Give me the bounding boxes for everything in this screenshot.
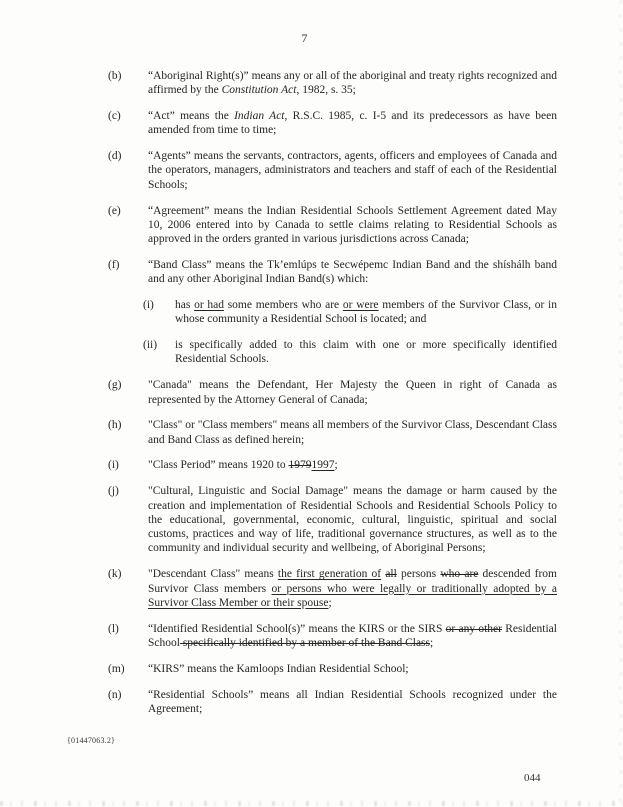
definition-text <box>148 109 557 138</box>
definition-text <box>148 484 557 555</box>
text-segment: “Residential Schools” means all Indian Residential Schools recognized under the Agreement; <box>148 688 557 715</box>
definition-text <box>148 204 557 247</box>
definition-item <box>143 338 557 367</box>
definition-item <box>108 378 557 407</box>
definition-label: (b) <box>108 70 122 82</box>
text-segment: specifically identified by a member of the Band Class <box>179 636 431 649</box>
definition-text <box>148 418 557 447</box>
text-segment: “KIRS” means the Kamloops Indian Residential School; <box>148 662 409 675</box>
definition-text <box>148 69 557 98</box>
text-segment: the first generation of <box>277 568 382 581</box>
text-segment: "Cultural, Linguistic and Social Damage" means the damage or harm caused by the creation and implementation of Residential Schools and Residential Schools Policy to the educational, governmental, economic, cultural, linguistic, spiritual and social customs, practices and way of life, traditional governance structures, as well as to the community and individual security and wellbeing, of Aboriginal Persons; <box>148 485 557 555</box>
text-segment: , 1982, s. 35; <box>296 84 356 97</box>
scan-artifact-right <box>619 0 622 807</box>
definition-label: (l) <box>108 622 119 635</box>
definition-text <box>148 567 557 610</box>
definitions-list <box>108 69 557 728</box>
definition-item <box>143 298 557 327</box>
text-segment: "Class" or "Class members" means all members of the Survivor Class, Descendant Class and Band Class as defined herein; <box>148 419 557 446</box>
definition-text <box>175 298 557 327</box>
definition-label: (j) <box>108 485 119 498</box>
definition-label: (i) <box>108 459 119 472</box>
definition-text <box>175 338 557 367</box>
text-segment: ; <box>334 459 338 472</box>
text-segment: or were <box>342 299 379 312</box>
definition-text <box>148 149 557 192</box>
text-segment: persons <box>396 568 441 581</box>
text-segment: ; <box>430 636 434 649</box>
definition-item <box>108 149 557 192</box>
text-segment: Residential School <box>148 622 557 649</box>
text-segment: all <box>385 568 397 581</box>
definition-text <box>148 258 557 287</box>
scan-artifact-bottom <box>0 801 623 806</box>
text-segment: members of the Survivor Class, or in whose community a Residential School is located; and <box>175 299 557 326</box>
text-segment: , R.S.C. 1985, c. I-5 and its predecessors as have been amended from time to time; <box>148 110 557 137</box>
definition-label: (e) <box>108 204 121 217</box>
definition-item <box>108 69 557 98</box>
text-segment: or had <box>194 299 224 312</box>
text-segment: “Act” means the <box>148 110 235 123</box>
definition-label: (i) <box>143 299 154 312</box>
definition-label: (ii) <box>143 339 158 352</box>
definition-label: (m) <box>108 662 125 675</box>
definition-item <box>108 458 557 472</box>
text-segment: “Agreement” means the Indian Residential Schools Settlement Agreement dated May 10, 2006 entered into by Canada to settle claims relating to Residential Schools as approved in the orders granted in various jurisdictions across Canada; <box>148 204 557 246</box>
definition-text <box>148 378 557 407</box>
definition-item <box>108 204 557 247</box>
text-segment: Constitution Act <box>221 84 297 97</box>
text-segment: "Class Period” means 1920 to <box>148 459 289 472</box>
definition-text <box>148 622 557 651</box>
bates-number: 044 <box>524 772 541 784</box>
definition-item <box>108 258 557 287</box>
text-segment: who are <box>440 568 479 581</box>
text-segment: some members who are <box>223 299 343 312</box>
text-segment: 1979 <box>288 459 312 472</box>
definition-item <box>108 484 557 555</box>
docket-number: {01447063.2} <box>67 736 116 745</box>
definition-label: (h) <box>108 419 122 432</box>
text-segment: “Band Class” means the Tk’emlúps te Secwépemc Indian Band and the shíshálh band and any other Aboriginal Indian Band(s) which: <box>148 258 557 286</box>
definition-item <box>108 622 557 651</box>
definition-label: (c) <box>108 110 121 123</box>
page-number: 7 <box>301 31 308 45</box>
text-segment: or persons who were legally or traditionally adopted by a Survivor Class Member or their spouse <box>148 582 558 609</box>
text-segment: “Agents” means the servants, contractors, agents, officers and employees of Canada and the operators, managers, administrators and teachers and staff of each of the Residential Schools; <box>148 150 557 191</box>
definition-text <box>148 688 557 717</box>
text-segment: or any other <box>445 622 502 635</box>
definition-label: (d) <box>108 150 122 163</box>
definition-item <box>108 567 557 610</box>
text-segment: descended from Survivor Class members <box>148 568 557 595</box>
definition-item <box>108 109 557 138</box>
text-segment: "Descendant Class" means <box>148 568 278 581</box>
definition-text <box>148 662 557 676</box>
definition-item <box>108 688 557 717</box>
text-segment: has <box>175 299 195 312</box>
text-segment: 1997 <box>311 459 335 472</box>
definition-label: (g) <box>108 379 122 392</box>
text-segment: Indian Act <box>234 110 285 123</box>
text-segment: “Aboriginal Right(s)” means any or all of the aboriginal and treaty rights recognized and affirmed by the <box>148 70 557 97</box>
text-segment: "Canada" means the Defendant, Her Majesty the Queen in right of Canada as represented by the Attorney General of Canada; <box>148 379 557 406</box>
definition-label: (k) <box>108 568 122 581</box>
text-segment: “Identified Residential School(s)” means the KIRS or the SIRS <box>148 622 446 635</box>
text-segment: is specifically added to this claim with one or more specifically identified Residential Schools. <box>175 339 557 366</box>
text-segment: ; <box>328 596 332 609</box>
definition-item <box>108 662 557 676</box>
definition-label: (n) <box>108 688 122 701</box>
definition-label: (f) <box>108 258 120 271</box>
definition-text <box>148 458 557 472</box>
definition-item <box>108 418 557 447</box>
